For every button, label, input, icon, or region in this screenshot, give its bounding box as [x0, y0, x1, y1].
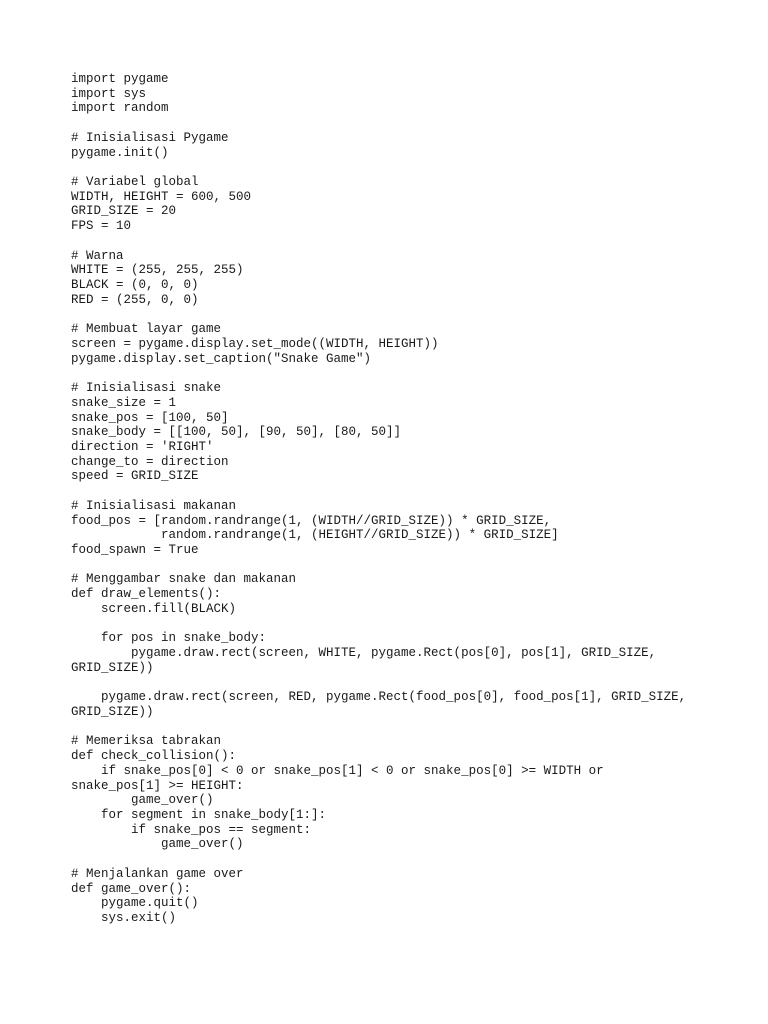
code-line: screen = pygame.display.set_mode((WIDTH, HEIGHT)): [71, 336, 439, 351]
code-line: pygame.init(): [71, 145, 169, 160]
code-line: [71, 852, 686, 867]
code-line: # Menggambar snake dan makanan: [71, 572, 297, 587]
code-line: # Menjalankan game over: [71, 866, 244, 881]
code-line: # Memeriksa tabrakan: [71, 734, 222, 749]
code-line: GRID_SIZE)): [71, 660, 154, 675]
code-line: RED = (255, 0, 0): [71, 292, 199, 307]
code-line: [71, 366, 686, 381]
code-line: random.randrange(1, (HEIGHT//GRID_SIZE)) * GRID_SIZE]: [71, 528, 559, 543]
code-line: screen.fill(BLACK): [71, 601, 237, 616]
code-line: change_to = direction: [71, 454, 229, 469]
code-line: for segment in snake_body[1:]:: [71, 807, 327, 822]
code-line: import random: [71, 101, 169, 116]
code-line: GRID_SIZE)): [71, 704, 154, 719]
code-line: [71, 308, 686, 323]
code-line: pygame.display.set_caption("Snake Game"): [71, 351, 372, 366]
code-line: import sys: [71, 86, 147, 101]
code-line: # Variabel global: [71, 175, 199, 190]
code-line: speed = GRID_SIZE: [71, 469, 199, 484]
code-line: game_over(): [71, 837, 244, 852]
code-line: GRID_SIZE = 20: [71, 204, 177, 219]
code-line: import pygame: [71, 72, 169, 86]
code-line: # Membuat layar game: [71, 322, 222, 337]
code-line: pygame.draw.rect(screen, RED, pygame.Rect(food_pos[0], food_pos[1], GRID_SIZE,: [71, 690, 687, 705]
code-line: snake_pos = [100, 50]: [71, 410, 229, 425]
code-line: # Warna: [71, 248, 124, 263]
code-line: [71, 558, 686, 573]
code-listing: [71, 72, 686, 926]
code-line: for pos in snake_body:: [71, 631, 267, 646]
code-line: FPS = 10: [71, 219, 132, 234]
code-line: WIDTH, HEIGHT = 600, 500: [71, 189, 252, 204]
code-line: [71, 234, 686, 249]
code-line: # Inisialisasi makanan: [71, 498, 237, 513]
code-line: snake_size = 1: [71, 395, 177, 410]
code-line: sys.exit(): [71, 910, 177, 925]
code-line: food_spawn = True: [71, 543, 199, 557]
code-line: snake_pos[1] >= HEIGHT:: [71, 778, 244, 793]
code-line: [71, 116, 686, 131]
code-line: WHITE = (255, 255, 255): [71, 263, 244, 278]
code-line: # Inisialisasi snake: [71, 381, 222, 396]
code-line: snake_body = [[100, 50], [90, 50], [80, 50]]: [71, 425, 402, 440]
code-line: [71, 160, 686, 175]
code-line: def game_over():: [71, 881, 192, 896]
code-line: pygame.draw.rect(screen, WHITE, pygame.Rect(pos[0], pos[1], GRID_SIZE,: [71, 646, 657, 661]
code-line: if snake_pos[0] < 0 or snake_pos[1] < 0 or snake_pos[0] >= WIDTH or: [71, 763, 604, 778]
code-line: [71, 617, 686, 632]
code-line: food_pos = [random.randrange(1, (WIDTH//GRID_SIZE)) * GRID_SIZE,: [71, 513, 552, 528]
code-line: # Inisialisasi Pygame: [71, 130, 229, 145]
code-line: def draw_elements():: [71, 587, 222, 602]
code-line: direction = 'RIGHT': [71, 439, 214, 454]
code-line: [71, 720, 686, 735]
code-line: pygame.quit(): [71, 896, 199, 911]
code-line: [71, 484, 686, 499]
code-line: if snake_pos == segment:: [71, 822, 312, 837]
code-line: BLACK = (0, 0, 0): [71, 278, 199, 293]
code-line: game_over(): [71, 793, 214, 808]
code-line: def check_collision():: [71, 749, 237, 764]
code-line: [71, 675, 686, 690]
